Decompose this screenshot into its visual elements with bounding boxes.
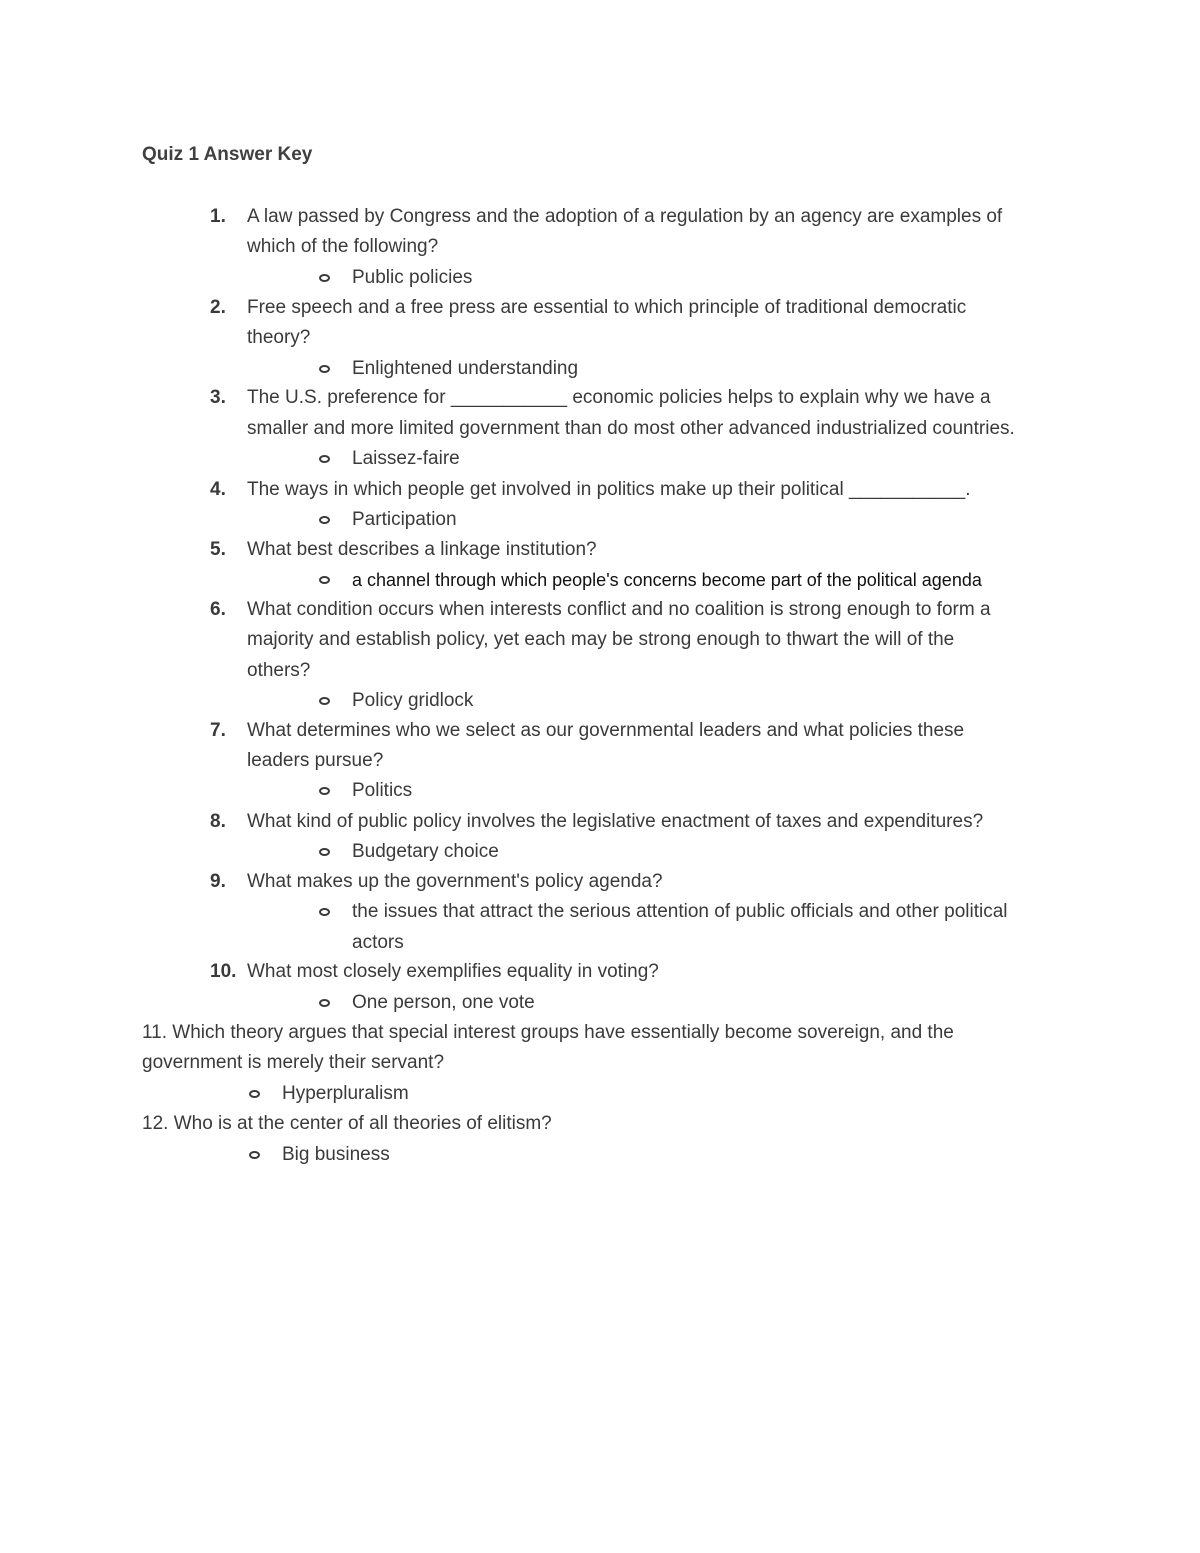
question-text: theory? xyxy=(247,327,311,348)
question-text: leaders pursue? xyxy=(247,750,384,771)
question-text: government is merely their servant? xyxy=(142,1052,445,1073)
bullet-icon xyxy=(319,697,330,705)
bullet-icon xyxy=(319,576,330,584)
bullet-icon xyxy=(249,1151,260,1159)
question-text: others? xyxy=(247,660,311,681)
answer-text: Budgetary choice xyxy=(352,841,499,862)
question-text: What determines who we select as our governmental leaders and what policies these xyxy=(247,720,965,741)
question-text: which of the following? xyxy=(247,236,439,257)
answer-text: Politics xyxy=(352,780,413,801)
answer-text: Laissez-faire xyxy=(352,448,460,469)
bullet-icon xyxy=(319,365,330,373)
question-text: What kind of public policy involves the legislative enactment of taxes and expenditures? xyxy=(247,811,984,832)
question-text: 11. Which theory argues that special interest groups have essentially become sovereign, and the xyxy=(142,1022,954,1043)
question-number: 6. xyxy=(210,599,226,620)
answer-text: the issues that attract the serious attention of public officials and other political xyxy=(352,901,1008,922)
question-text: Free speech and a free press are essential to which principle of traditional democratic xyxy=(247,297,967,318)
bullet-icon xyxy=(319,455,330,463)
bullet-icon xyxy=(249,1090,260,1098)
page-title: Quiz 1 Answer Key xyxy=(142,144,313,165)
answer-text: Policy gridlock xyxy=(352,690,474,711)
question-text: What most closely exemplifies equality in voting? xyxy=(247,961,659,982)
bullet-icon xyxy=(319,848,330,856)
bullet-icon xyxy=(319,908,330,916)
question-text: What condition occurs when interests conflict and no coalition is strong enough to form a xyxy=(247,599,991,620)
question-text: What best describes a linkage institution? xyxy=(247,539,597,560)
question-number: 10. xyxy=(210,961,237,982)
question-number: 8. xyxy=(210,811,226,832)
question-number: 7. xyxy=(210,720,226,741)
question-number: 1. xyxy=(210,206,226,227)
question-number: 2. xyxy=(210,297,226,318)
bullet-icon xyxy=(319,274,330,282)
question-text: 12. Who is at the center of all theories of elitism? xyxy=(142,1113,552,1134)
question-text: The U.S. preference for ___________ economic policies helps to explain why we have a xyxy=(247,387,991,408)
question-text: What makes up the government's policy agenda? xyxy=(247,871,663,892)
answer-text: a channel through which people's concerns become part of the political agenda xyxy=(352,570,982,590)
answer-text: Big business xyxy=(282,1144,390,1165)
question-text: majority and establish policy, yet each may be strong enough to thwart the will of the xyxy=(247,629,955,650)
question-text: smaller and more limited government than do most other advanced industrialized countries. xyxy=(247,418,1015,439)
answer-text: Enlightened understanding xyxy=(352,358,579,379)
question-text: The ways in which people get involved in politics make up their political ___________. xyxy=(247,479,971,500)
bullet-icon xyxy=(319,999,330,1007)
answer-text: Hyperpluralism xyxy=(282,1083,409,1104)
question-number: 4. xyxy=(210,479,226,500)
question-text: A law passed by Congress and the adoption of a regulation by an agency are examples of xyxy=(247,206,1003,227)
answer-text: Public policies xyxy=(352,267,473,288)
bullet-icon xyxy=(319,787,330,795)
answer-text: actors xyxy=(352,932,404,953)
answer-text: One person, one vote xyxy=(352,992,535,1013)
answer-text: Participation xyxy=(352,509,457,530)
question-number: 5. xyxy=(210,539,226,560)
question-number: 9. xyxy=(210,871,226,892)
question-number: 3. xyxy=(210,387,226,408)
bullet-icon xyxy=(319,516,330,524)
